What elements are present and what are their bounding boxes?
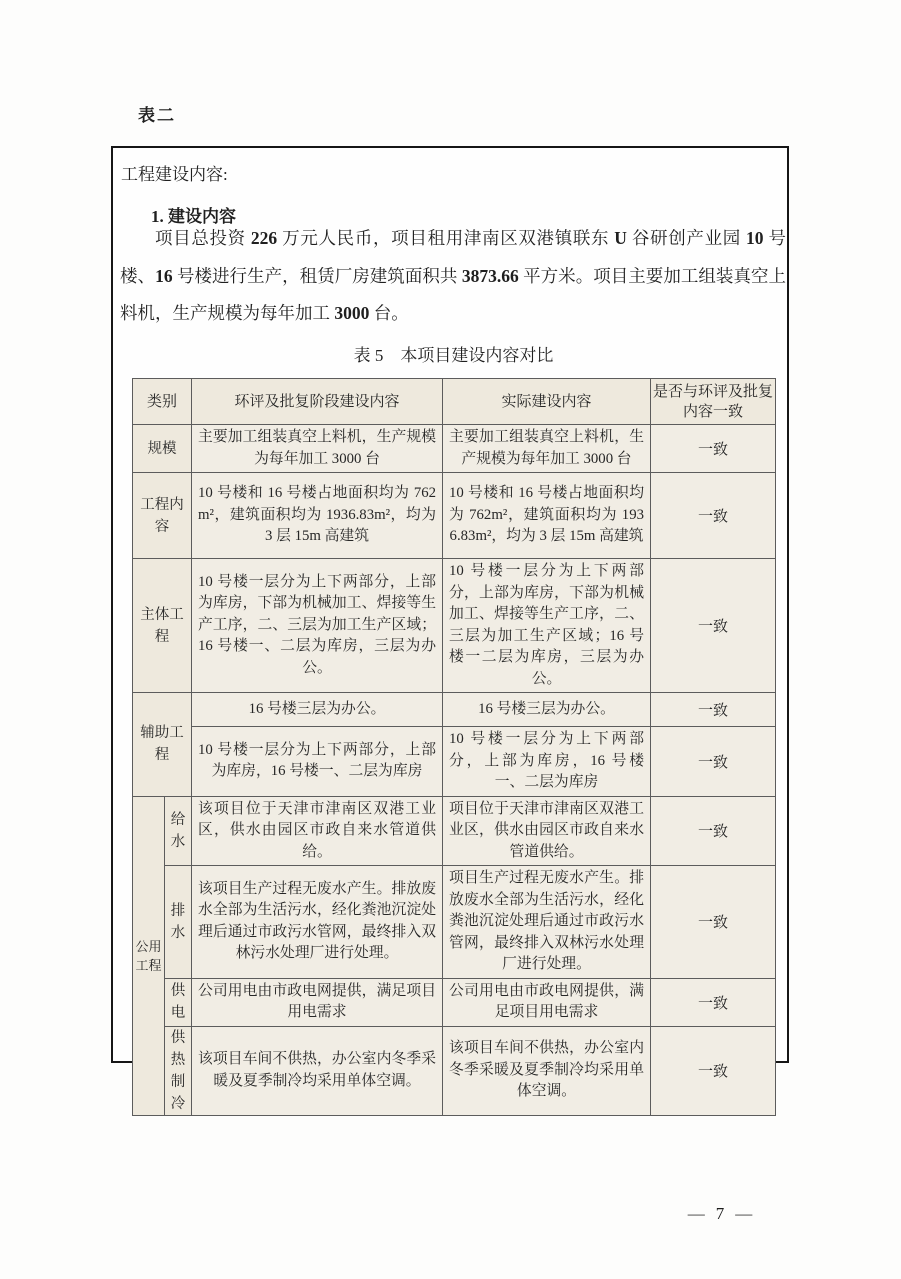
cell-zhuti-label: 主体工程 bbox=[133, 559, 192, 693]
cell-gongrezhileng-eia: 该项目车间不供热，办公室内冬季采暖及夏季制冷均采用单体空调。 bbox=[192, 1026, 443, 1115]
table-row bbox=[133, 978, 776, 1026]
header-consistent: 是否与环评及批复内容一致 bbox=[651, 379, 776, 425]
cell-jishui-actual: 项目位于天津市津南区双港工业区，供水由园区市政自来水管道供给。 bbox=[443, 796, 651, 866]
cell-gongrezhileng-actual: 该项目车间不供热，办公室内冬季采暖及夏季制冷均采用单体空调。 bbox=[443, 1026, 651, 1115]
cell-fuzhu-b-actual: 10 号楼一层分为上下两部分，上部为库房，16 号楼一、二层为库房 bbox=[443, 727, 651, 797]
header-eia: 环评及批复阶段建设内容 bbox=[192, 379, 443, 425]
header-category: 类别 bbox=[133, 379, 192, 425]
body-paragraph: 项目总投资 226 万元人民币，项目租用津南区双港镇联东 U 谷研创产业园 10 号楼、16 号楼进行生产，租赁厂房建筑面积共 3873.66 平方米。项目主要加工组装真空上料机，生产规模为每年加工 3000 台。 bbox=[120, 228, 787, 323]
table-header-row bbox=[133, 379, 776, 425]
cell-fuzhu-label: 辅助工程 bbox=[133, 693, 192, 797]
form-label: 表二 bbox=[138, 106, 176, 125]
cell-fuzhu-b-status: 一致 bbox=[651, 727, 776, 797]
cell-gongchengneirong-actual: 10 号楼和 16 号楼占地面积均为 762m²，建筑面积均为 1936.83m²，均为 3 层 15m 高建筑 bbox=[443, 473, 651, 559]
cell-gongchengneirong-status: 一致 bbox=[651, 473, 776, 559]
section-label: 工程建设内容: bbox=[121, 165, 228, 184]
comparison-table bbox=[132, 378, 776, 1116]
cell-guimo-status: 一致 bbox=[651, 425, 776, 473]
page-number bbox=[650, 1204, 790, 1224]
table-row bbox=[133, 693, 776, 727]
cell-jishui-label: 给水 bbox=[165, 796, 192, 866]
sub-heading: 1. 建设内容 bbox=[151, 207, 236, 226]
cell-fuzhu-b-eia: 10 号楼一层分为上下两部分，上部为库房，16 号楼一、二层为库房 bbox=[192, 727, 443, 797]
cell-zhuti-actual: 10 号楼一层分为上下两部分，上部为库房，下部为机械加工、焊接等生产工序，二、三层为加工生产区域；16 号楼一二层为库房，三层为办公。 bbox=[443, 559, 651, 693]
cell-paishui-actual: 项目生产过程无废水产生。排放废水全部为生活污水，经化粪池沉淀处理后通过市政污水管网，最终排入双林污水处理厂进行处理。 bbox=[443, 866, 651, 979]
cell-gongchengneirong-label: 工程内容 bbox=[133, 473, 192, 559]
cell-gongrezhileng-status: 一致 bbox=[651, 1026, 776, 1115]
cell-paishui-label: 排水 bbox=[165, 866, 192, 979]
footer-number: 7 bbox=[715, 1204, 725, 1223]
cell-gongdian-label: 供电 bbox=[165, 978, 192, 1026]
footer-dash-right: — bbox=[735, 1204, 753, 1223]
table-row bbox=[133, 727, 776, 797]
cell-gongdian-status: 一致 bbox=[651, 978, 776, 1026]
cell-jishui-eia: 该项目位于天津市津南区双港工业区，供水由园区市政自来水管道供给。 bbox=[192, 796, 443, 866]
cell-guimo-label: 规模 bbox=[133, 425, 192, 473]
table-row bbox=[133, 866, 776, 979]
table-row bbox=[133, 559, 776, 693]
cell-paishui-status: 一致 bbox=[651, 866, 776, 979]
cell-jishui-status: 一致 bbox=[651, 796, 776, 866]
cell-fuzhu-a-actual: 16 号楼三层为办公。 bbox=[443, 693, 651, 727]
cell-zhuti-eia: 10 号楼一层分为上下两部分，上部为库房，下部为机械加工、焊接等生产工序，二、三层为加工生产区域；16 号楼一、二层为库房，三层为办公。 bbox=[192, 559, 443, 693]
cell-fuzhu-a-status: 一致 bbox=[651, 693, 776, 727]
cell-gongyong-label: 公用工程 bbox=[133, 796, 165, 1115]
table-row bbox=[133, 473, 776, 559]
cell-gongchengneirong-eia: 10 号楼和 16 号楼占地面积均为 762m²，建筑面积均为 1936.83m²，均为 3 层 15m 高建筑 bbox=[192, 473, 443, 559]
cell-paishui-eia: 该项目生产过程无废水产生。排放废水全部为生活污水，经化粪池沉淀处理后通过市政污水管网，最终排入双林污水处理厂进行处理。 bbox=[192, 866, 443, 979]
cell-gongrezhileng-label: 供热制冷 bbox=[165, 1026, 192, 1115]
cell-fuzhu-a-eia: 16 号楼三层为办公。 bbox=[192, 693, 443, 727]
table-row bbox=[133, 796, 776, 866]
content-box bbox=[111, 146, 789, 1112]
cell-gongdian-eia: 公司用电由市政电网提供，满足项目用电需求 bbox=[192, 978, 443, 1026]
cell-zhuti-status: 一致 bbox=[651, 559, 776, 693]
cell-guimo-eia: 主要加工组装真空上料机，生产规模为每年加工 3000 台 bbox=[192, 425, 443, 473]
cell-gongdian-actual: 公司用电由市政电网提供，满足项目用电需求 bbox=[443, 978, 651, 1026]
table-row bbox=[133, 425, 776, 473]
cell-guimo-actual: 主要加工组装真空上料机，生产规模为每年加工 3000 台 bbox=[443, 425, 651, 473]
header-actual: 实际建设内容 bbox=[443, 379, 651, 425]
footer-dash-left: — bbox=[687, 1204, 705, 1223]
table-row bbox=[133, 1026, 776, 1115]
table-title: 表 5 本项目建设内容对比 bbox=[353, 346, 554, 365]
